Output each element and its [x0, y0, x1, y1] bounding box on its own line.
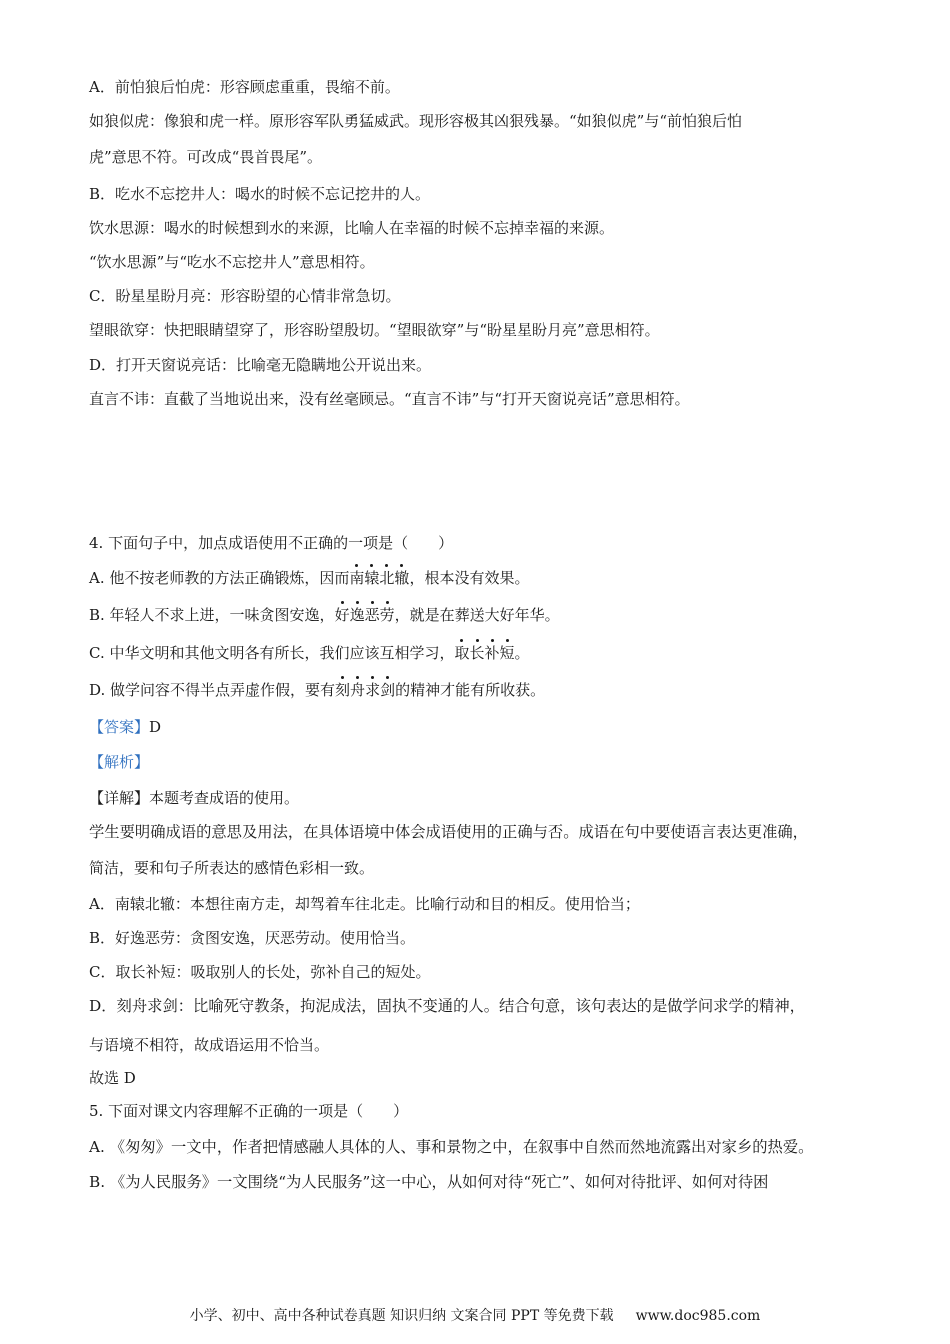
q3-option-c-definition: C．盼星星盼月亮：形容盼望的心情非常急切。	[89, 287, 401, 305]
option-text: D. 做学问容不得半点弄虚作假，要有	[89, 681, 336, 699]
dotted-char: 好	[334, 606, 350, 624]
q5-option-a: A. 《匆匆》一文中，作者把情感融人具体的人、事和景物之中，在叙事中自然而然地流露出对家乡的热爱。	[89, 1138, 814, 1156]
detail-text: 本题考查成语的使用。	[149, 789, 300, 807]
dotted-char: 逸	[349, 606, 365, 624]
q4-analysis-label: 【解析】	[89, 753, 150, 771]
q4-option-d	[89, 680, 545, 700]
dotted-char: 剑	[380, 681, 396, 699]
footer-ad-text: 小学、初中、高中各种试卷真题 知识归纳 文案合同 PPT 等免费下载	[189, 1308, 614, 1324]
detail-label: 【详解】	[89, 789, 150, 807]
dotted-char: 劳	[379, 606, 395, 624]
answer-label: 【答案】	[89, 718, 150, 736]
dotted-char: 辕	[364, 569, 380, 587]
option-text: 。	[514, 644, 530, 662]
dotted-char: 恶	[364, 606, 380, 624]
dotted-char: 刻	[335, 681, 351, 699]
q4-explain-b: B．好逸恶劳：贪图安逸，厌恶劳动。使用恰当。	[89, 929, 416, 947]
q4-option-b	[89, 605, 560, 625]
q4-option-c	[89, 643, 530, 663]
answer-value: D	[149, 718, 162, 736]
dotted-char: 辙	[394, 569, 410, 587]
dotted-char: 北	[379, 569, 395, 587]
q3-option-b-comparison: 饮水思源：喝水的时候想到水的来源，比喻人在幸福的时候不忘掉幸福的来源。	[89, 219, 615, 237]
q3-option-d-definition: D．打开天窗说亮话：比喻毫无隐瞒地公开说出来。	[89, 356, 432, 374]
q3-option-a-definition: A．前怕狼后怕虎：形容顾虑重重，畏缩不前。	[89, 78, 400, 96]
dotted-char: 求	[365, 681, 381, 699]
dotted-char: 长	[469, 644, 485, 662]
q4-explain-c: C．取长补短：吸取别人的长处，弥补自己的短处。	[89, 963, 431, 981]
q4-explain-d: D．刻舟求剑：比喻死守教条，拘泥成法，固执不变通的人。结合句意，该句表达的是做学问求学的精神，	[89, 997, 805, 1015]
option-text: B. 年轻人不求上进，一味贪图安逸，	[89, 606, 335, 624]
q4-stem: 4. 下面句子中，加点成语使用不正确的一项是（ ）	[89, 534, 454, 552]
q4-explain-a: A．南辕北辙：本想往南方走，却驾着车往北走。比喻行动和目的相反。使用恰当；	[89, 895, 640, 913]
q3-option-d-comparison: 直言不讳：直截了当地说出来，没有丝毫顾忌。“直言不讳”与“打开天窗说亮话”意思相符。	[89, 390, 690, 408]
option-text: ，就是在葬送大好年华。	[394, 606, 560, 624]
q3-option-a-comparison: 如狼似虎：像狼和虎一样。原形容军队勇猛威武。现形容极其凶狠残暴。“如狼似虎”与“前怕狼后怕	[89, 112, 743, 130]
q4-option-a	[89, 568, 529, 588]
q4-answer	[89, 717, 161, 737]
q4-explain-d-cont: 与语境不相符，故成语运用不恰当。	[89, 1036, 330, 1054]
option-text: A. 他不按老师教的方法正确锻炼，因而	[89, 569, 350, 587]
q3-option-c-comparison: 望眼欲穿：快把眼睛望穿了，形容盼望殷切。“望眼欲穿”与“盼星星盼月亮”意思相符。	[89, 321, 660, 339]
option-text: C. 中华文明和其他文明各有所长，我们应该互相学习，	[89, 644, 455, 662]
option-text: ，根本没有效果。	[409, 569, 530, 587]
footer-website-link[interactable]: www.doc985.com	[635, 1308, 761, 1324]
option-text: 的精神才能有所收获。	[395, 681, 546, 699]
dotted-char: 舟	[350, 681, 366, 699]
q5-stem: 5. 下面对课文内容理解不正确的一项是（ ）	[89, 1102, 409, 1120]
q4-conclusion: 故选 D	[89, 1069, 136, 1087]
q5-option-b: B. 《为人民服务》一文围绕“为人民服务”这一中心，从如何对待“死亡”、如何对待批评、如何对待困	[89, 1173, 769, 1191]
q3-option-b-definition: B．吃水不忘挖井人：喝水的时候不忘记挖井的人。	[89, 185, 431, 203]
dotted-char: 取	[454, 644, 470, 662]
q4-intro: 学生要明确成语的意思及用法，在具体语境中体会成语使用的正确与否。成语在句中要使语言表达更准确，	[89, 823, 808, 841]
q4-detail	[89, 788, 299, 808]
dotted-char: 补	[484, 644, 500, 662]
q4-intro-cont: 简洁，要和句子所表达的感情色彩相一致。	[89, 859, 375, 877]
q3-option-b-comparison-cont: “饮水思源”与“吃水不忘挖井人”意思相符。	[89, 253, 375, 271]
q3-option-a-comparison-cont: 虎”意思不符。可改成“畏首畏尾”。	[89, 148, 323, 166]
dotted-char: 短	[499, 644, 515, 662]
dotted-char: 南	[349, 569, 365, 587]
page-footer	[0, 1306, 950, 1326]
